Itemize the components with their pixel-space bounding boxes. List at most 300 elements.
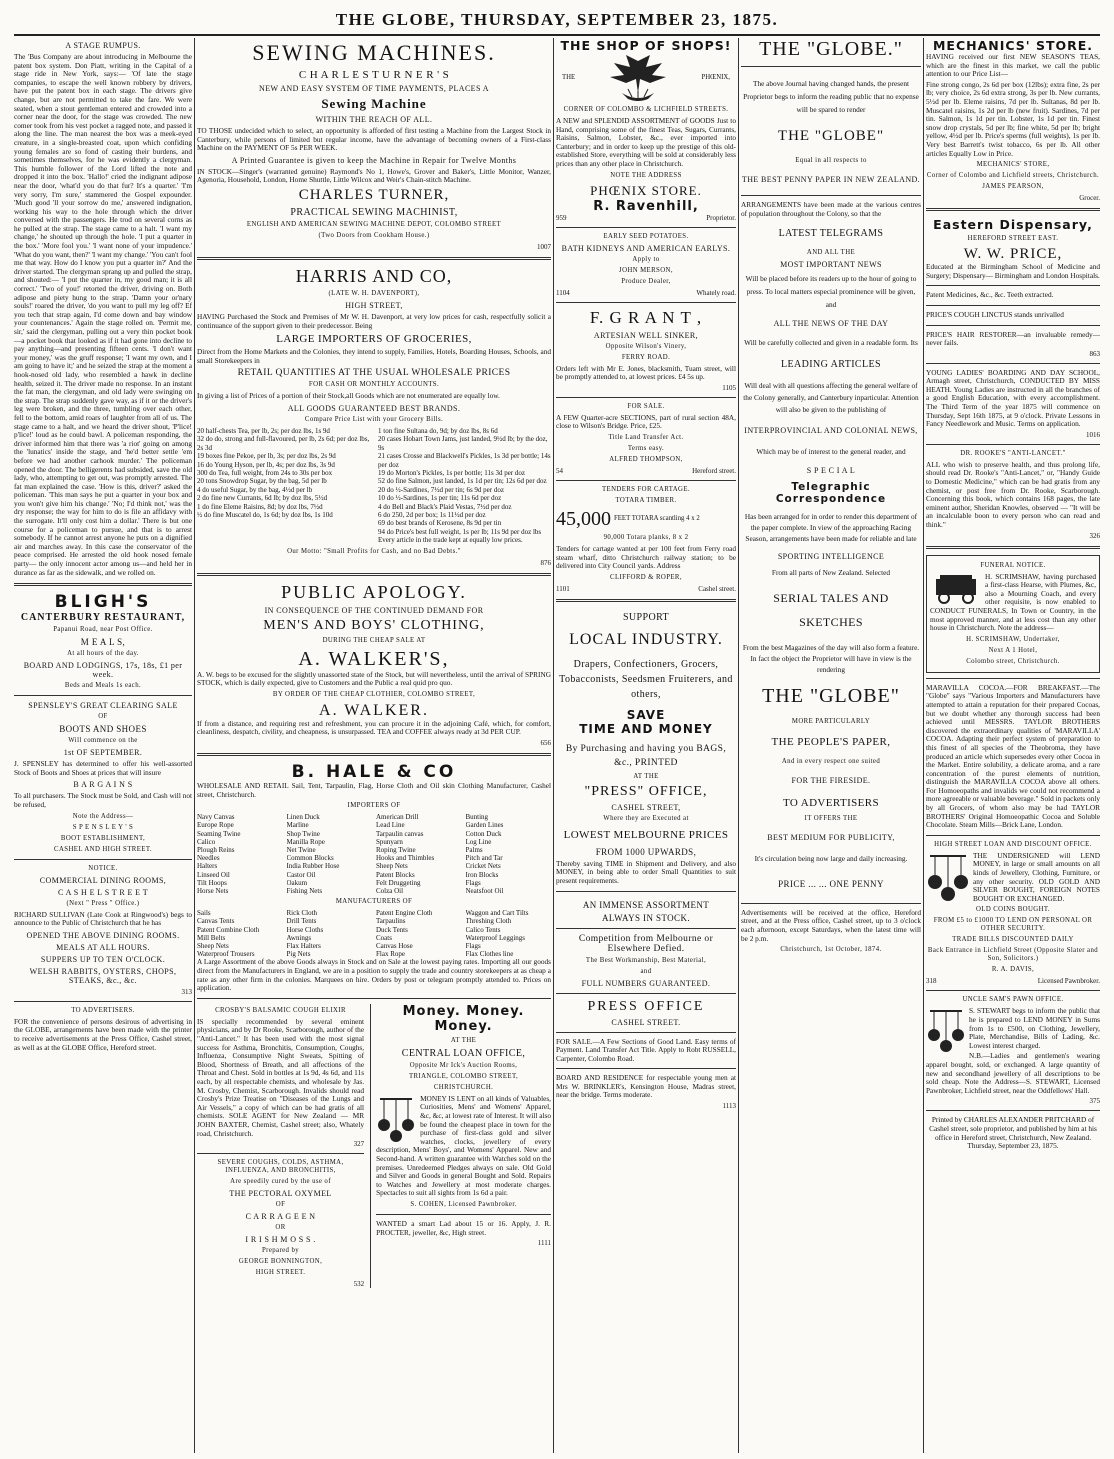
merson: JOHN MERSON, [619,266,673,274]
ad-number: 1113 [722,1102,736,1111]
list-item: Spunyarn [376,837,403,846]
drapers: Drapers, Confectioners, Grocers, Tobacconists, Seedsmen Fruiterers, and others, [559,658,733,700]
divider [556,928,736,929]
eastern: Eastern Dispensary, [933,217,1093,233]
meals: M E A L S, [80,637,126,648]
list-item: Flax Clothes line [465,950,514,959]
fireside: FOR THE FIRESIDE. [791,775,871,785]
grant-text: Orders left with Mr E. Jones, blacksmith, Tuam street, will be promptly attended to, at lowest prices. £4 5s up. [556,363,736,382]
bottom-ads [197,1004,551,1288]
divider [741,195,921,196]
bargains: B A R G A I N S [73,780,133,790]
triangle: TRIANGLE, COLOMBO STREET, [408,1072,519,1080]
interprovincial: INTERPROVINCIAL AND COLONIAL NEWS, [744,426,918,436]
giving: In giving a list of Prices of a portion of their Stock,all Goods which are not enumerated are equally low. [197,391,500,401]
divider [14,1001,192,1002]
divider [14,583,192,586]
artesian: ARTESIAN WELL SINKER, [593,330,699,340]
date: Christchurch, 1st October, 1874. [780,946,882,954]
pawnbroker-balls-icon [926,1007,966,1053]
pectoral: THE PECTORAL OXYMEL [229,1189,332,1199]
divider [926,305,1100,306]
early-seed: EARLY SEED POTATOES. [603,232,689,240]
mech-prices: Fine strong congo, 2s 6d per box (12lbs); extra fine, 2s per lb; very choice, 2s 6d extra strong, 3s per lb. New currants, 5½d per lb. Eleme raisins, 7d per lb. Sultanas, 8d per lb. Muscatel raisins, 1s 2d per lb (new fruit). Sardines, 7d per tin. Salmon, 1s 1d per tin. Lobster, 1s 1d per tin. Finest snow drop crystals, 5d per lb; fine white, 5d per lb; bright yellow, 4½d per lb. Price's sperms (full weights), 1s per lb. Very best Barrett's twist tobacco, 6s per lb. All other articles Equally Low in Price. [926,79,1100,158]
list-item: Bunting [465,813,489,822]
maravilla-text: MARAVILLA COCOA.—FOR BREAKFAST.—The "Globe" says "Various Importers and Manufacturers have attempted to attain a reputation for their prepared Cocoas, but we doubt whether any thorough success had been achieved until MESSRS. TAYLOR BROTHERS discovered the extraordinary qualities of 'MARAVILLA' COCOA. Adapting their perfect system of preparation to this finest of all species of the Theobroma, they have produced an article which supersedes every other Cocoa in the Market. Entire solubility, a delicate aroma, and a rare concentration of the purest elements of nutrition, distinguish the MARAVILLA COCOA above all others. For Homoeopaths and invalids we could not recommend a more agreeable or valuable beverage." Sold in packets only by all Grocers, of whom also may be had TAYLOR BROTHERS' Original Homoeopathic Cocoa and Soluble Chocolate. Steam Mills—Brick Lane, London. [926,682,1100,830]
and-all: AND ALL THE [806,249,856,257]
column-2 [197,38,551,1453]
price-item: 16 do Young Hyson, per lb, 4s; per doz lbs, 3s 9d [197,460,335,469]
rooke-text: ALL who wish to preserve health, and thus prolong life, should read Dr. Rooke's "Anti-Lancet," or, "Handy Guide to Domestic Medicine," which can be had gratis from any chemist, or post free from Dr. Rooke, Scarborough. Concerning this book, which contains 168 pages, the late eminent author, Sheridan Knowles, observed — "It will be an incalculable boon to every person who can read and think." [926,459,1100,529]
masthead-rule [14,34,1100,36]
purchasing: By Purchasing and having you BAGS, &c., PRINTED [565,743,727,768]
important: MOST IMPORTANT NEWS [780,260,882,270]
retail: RETAIL QUANTITIES AT THE USUAL WHOLESALE PRICES [237,368,511,379]
loan-office: CENTRAL LOAN OFFICE, [401,1047,526,1059]
list-item: Flax Rope [376,950,405,959]
column-4 [741,38,921,1453]
totara-feet: FEET TOTARA scantling 4 x 2 [614,515,700,523]
apology-title: PUBLIC APOLOGY. [281,581,467,602]
cashel-street: CASHEL STREET. [611,1017,681,1027]
meals-all: MEALS AT ALL HOURS. [56,942,150,952]
scrimshaw-text: H. SCRIMSHAW, having purchased a first-class Hearse, with Plumes, &c, also a Mourning Coach, and every other requisite, is now enabled to CONDUCT FUNERALS, In Town or Country, in the most approved manner, and at less cost than any other house in Christchurch. Note the address— [930,571,1096,633]
list-item: Pig Nets [286,950,311,959]
from-all: From all parts of New Zealand. Selected [771,568,891,578]
from: FROM 1000 UPWARDS, [595,846,697,857]
list-item: Waggon and Cart Tilts [465,909,529,918]
list-item: Cotton Duck [465,829,502,838]
time-money: TIME AND MONEY [579,721,713,736]
price-text: Educated at the Birmingham School of Medicine and Surgery; Dispensary— Birmingham and London Hospitals. [926,262,1100,280]
list-item: American Drill [376,813,419,822]
hereford: Hereford street. [692,466,736,475]
price-list-right [378,427,551,545]
manufacturers-of: MANUFACTURERS OF [335,898,413,906]
loan-ad [370,1004,551,1288]
divider [14,859,192,860]
divider [376,1214,551,1215]
divider [926,546,1100,549]
list-item: Flags [465,878,481,887]
price-item: 20 do ½-Sardines, 7½d per tin; 6s 9d per doz [378,485,504,494]
circulation: It's circulation being now large and daily increasing. [754,853,908,863]
mech-title: MECHANICS' STORE. [932,38,1094,53]
ad-number: 326 [1089,531,1100,540]
telegraphic: Telegraphic Correspondence [775,481,887,506]
list-item: Castor Oil [286,870,316,879]
list-item: Tarpaulin canvas [376,829,424,838]
restorer: PRICE'S HAIR RESTORER—an invaluable remedy—never fails. [926,329,1100,348]
where: Where they are Executed at [603,814,689,822]
thompson: ALFRED THOMPSON, [609,455,683,463]
immense: AN IMMENSE ASSORTMENT [582,899,710,910]
list-item: Waterproof Trousers [197,950,255,959]
suppers: SUPPERS UP TO TEN O'CLOCK. [40,954,166,964]
column-divider [194,38,195,1453]
deal: Will deal with all questions affecting the general welfare of the Colony generally, and Canterbury inparticular. Attention will also be given to the publishing of [743,381,919,415]
price-item: 19 boxes fine Pekoe, per lb, 3s; per doz lbs, 2s 9d [197,452,336,461]
instock: IN STOCK—Singer's (warranted genuine) Raymond's No 1, Howe's, Grover and Baker's, Little Monitor, Wanzer, Agenoria, Household, London, Home Shuttle, Little Wilcox and Weir's Chain-stitch Machine. [197,166,551,185]
list-item: Seaming Twine [197,829,241,838]
at-the: AT THE [633,772,659,780]
money-text: MONEY IS LENT on all kinds of Valuables, Curiosities, Mens' and Womens' Apparel, &c, &c, at lowest rate of Interest. It will also be found the cheapest place in town for the purchase of first-class gold and silver watches, clocks, jewellery of every description, Mens' Boys', and Womens' Apparel. New and Second-hand. A written guarantee with Watches sold on the premises. Unredeemed Pledges always on sale. Old Gold and Silver and Goods in general Bought and Sold. Repairs to Watches and Jewellery at most moderate charges. Spectacles to suit all sights from 1s 6d a pair. [376,1093,551,1198]
motto: Our Motto: "Small Profits for Cash, and no Bad Debts." [287,547,461,555]
placed: Will be placed before its readers up to the hour of going to press. To local matters especial prominence will be given, and [745,274,917,310]
list-item: Europe Rope [197,821,234,830]
or: OR [275,1224,286,1232]
peoples: THE PEOPLE'S PAPER, [771,735,891,748]
magazines: From the best Magazines of the day will also form a feature. In fact the object the Proprietor will have in view is the rendering [742,642,920,674]
guarantee: A Printed Guarantee is given to keep the Machine in Repair for Twelve Months [231,155,517,165]
blighs-addr: Papanui Road, near Post Office. [53,626,153,634]
divider [926,208,1100,211]
mech-store: MECHANICS' STORE, [976,161,1050,169]
walker-text: A. W. begs to be excused for the slightly unassorted state of the Stock, but will nevertheless, until the arrival of SPRING STOCK, which is daily expected, give to Customers and the Public a real quid pro quo. [197,669,551,688]
harris-high: HIGH STREET, [345,300,403,310]
prepared: Prepared by [262,1247,300,1255]
phoenix: PHŒNIX, [701,74,730,81]
thereby: Thereby saving TIME in Shipment and Delivery, and also MONEY, in being able to order Small Quantities to suit present requirements. [556,858,736,885]
cohen: S. COHEN, Licensed Pawnbroker. [410,1200,517,1208]
collected: Will be carefully collected and given in a readable form. Its [744,338,918,348]
turner-name: C H A R L E S T U R N E R ' S [298,69,450,81]
sporting: SPORTING INTELLIGENCE [777,552,885,562]
mens: MEN'S AND BOYS' CLOTHING, [263,617,485,633]
wanted-text: WANTED a smart Lad about 15 or 16. Apply, J. R. PROCTER, jeweller, &c, High street. [376,1218,551,1237]
hale-list-importers [197,813,551,895]
merson-footer [556,289,736,297]
list-item: Calico Tents [465,925,501,934]
ferry: FERRY ROAD. [621,353,671,361]
column-divider [738,38,739,1453]
list-item: Rick Cloth [286,909,318,918]
pearson: JAMES PEARSON, [982,183,1044,191]
list-item: Sheep Nets [197,942,229,951]
list-item: Felt Druggeting [376,878,421,887]
turner-new: NEW AND EASY SYSTEM OF TIME PAYMENTS, PLACES A [259,84,489,93]
ad-number: 863 [1089,349,1100,358]
hale-text: WHOLESALE AND RETAIL Sail, Tent, Tarpaulin, Flag, Horse Cloth and Oil skin Clothing Manufacturer, Cashel street, Christchurch. [197,781,551,799]
ad-number: 1101 [556,584,570,593]
and: and [640,967,652,975]
spensley-text: J. SPENSLEY has determined to offer his well-assorted Stock of Boots and Shoes at prices that will insure [14,759,192,777]
rooke: DR. ROOKE'S "ANTI-LANCET." [960,449,1066,457]
spensley-text2: To all purchasers. The Stock must be Sold, and Cash will not be refused, [14,791,192,809]
price-item: 4 do useful Sugar, by the bag, 4½d per lb [197,485,313,494]
divider [14,695,192,696]
colombo: Colombo street, Christchurch. [966,657,1060,665]
patent: Patent Medicines, &c., &c. Teeth extracted. [926,290,1054,300]
list-item: Roping Twine [376,846,416,854]
list-item: Duck Tents [376,925,408,934]
stewart-text: S. STEWART begs to inform the public that he is prepared to LEND MONEY in Sums from 1s to £500, on Clothing, Jewellery, Plate, Merchandise, Bills of Lading, &c. Lowest interest charged. [969,1006,1100,1050]
hearse-icon [930,573,982,605]
to-adv: TO ADVERTISERS [782,796,880,809]
best: THE BEST PENNY PAPER IN NEW ZEALAND. [741,175,921,184]
hale-title: B. HALE & CO [291,762,457,782]
price-item: ½ do fine Muscatel do, 1s 6d; by doz lbs, 1s 10d [197,511,333,519]
mech-text: HAVING received our first NEW SEASON'S TEAS, which are the finest in this market, we call the public attention to our Price List— [926,52,1100,79]
divider [197,753,551,756]
spensley-of: OF [98,713,108,721]
list-item: Linseed Oil [197,870,230,879]
phoenix-bird-icon [608,53,668,103]
grocer: Grocer. [1079,194,1100,203]
doors: (Two Doors from Cookham House.) [318,231,430,239]
practical: PRACTICAL SEWING MACHINIST, [290,206,458,218]
crosby-ad [197,1004,364,1288]
list-item: Shop Twine [286,829,320,838]
special: S P E C I A L [806,466,856,476]
ad-number: 1105 [722,383,736,392]
divider [556,1068,736,1069]
column-3 [556,38,736,1453]
save: SAVE [626,707,666,722]
board-text: BOARD AND RESIDENCE for respectable young men at Mrs W. BRINKLER's, Kensington House, Madras street, near the bridge. Terms moderate. [556,1073,736,1100]
clifford-footer [556,585,736,593]
price-list [197,427,551,545]
list-item: Colza Oil [376,887,404,896]
divider [556,302,736,303]
local: LOCAL INDUSTRY. [569,630,723,648]
oldcoins: OLD COINS BOUGHT. [975,906,1051,914]
ravenhill-footer [556,214,736,222]
price-item: 10 do ½-Sardines, 1s per tin; 11s 6d per doz [378,494,502,503]
bonnington: GEORGE BONNINGTON, [238,1258,323,1266]
ad-number: 1104 [556,288,570,297]
price-name: W. W. PRICE, [963,246,1063,263]
high-street: HIGH STREET. [255,1269,306,1277]
sections-text: FOR SALE.—A Few Sections of Good Land. Easy terms of Payment. Land Transfer Act Title. Apply to Robt RUSSELL, Carpenter, Colombo Road. [556,1036,736,1063]
ladies-text: YOUNG LADIES' BOARDING AND DAY SCHOOL, Armagh street, Christchurch, CONDUCTED BY MISS HEATH. Young Ladies are instructed in all the branches of a good English Education, with every accomplishment. The Third Term of the year 1875 will commence on Thursday, Sept 16th 1875, at 9 o'clock. Private Lessons in Fancy Needlework and Music. Terms on application. [926,367,1100,429]
column-divider [923,38,924,1453]
list-item: Neatsfoot Oil [465,887,504,896]
offers: IT OFFERS THE [804,814,858,822]
tenders: TENDERS FOR CARTAGE. [601,485,691,493]
spensley-items: BOOTS AND SHOES [59,724,147,735]
importers-of: IMPORTERS OF [347,802,401,810]
list-item: Tarpaulins [376,917,406,926]
price-item: 19 do Morton's Pickles, 1s per bottle; 11s 3d per doz [378,468,526,477]
list-item: Patent Engine Cloth [376,909,433,918]
list-item: Garden Lines [465,821,504,830]
list-item: Common Blocks [286,854,334,863]
arranged: Has been arranged for in order to render this department of the paper complete. In view of the approaching Racing Season, arrangements have been made for reliable and late [744,512,918,544]
linctus: PRICE'S COUGH LINCTUS stands unrivalled [926,309,1064,319]
charles: CHARLES TURNER, [298,186,450,203]
full-numbers: FULL NUMBERS GUARANTEED. [581,978,711,988]
harris-late: (LATE W. H. DAVENPORT), [328,289,420,297]
terms-easy: Terms easy. [627,444,665,452]
pawnbroker-balls-icon [376,1095,416,1143]
spensley-note: Note the Address— [72,812,134,820]
spensley-title: SPENSLEY'S GREAT CLEARING SALE [28,701,178,711]
walker-text2: If from a distance, and requiring rest and refreshment, you can procure it in the adjoining Café, which, for comfort, cleanliness, despatch, civility, and cheapness, is unsurpassed. TEA and COFFEE always ready at 3d PER CUP. [197,718,551,737]
list-item: Lead Line [376,821,405,830]
price-item: 21 cases Crosse and Blackwell's Pickles, 1s 3d per bottle; 14s per doz [378,452,551,469]
divider [197,1153,364,1154]
rumpus-text: The 'Bus Company are about introducing in Melbourne the patent box system. Don Piatt, writing in the Capital of a stage ride in New York, says:— 'Of late the stage companies, to escape the well known robbery by drivers, have put the patent box in each stage. The drivers give change, but are not permitted to take the fare. We were seated, when a stout gentleman entered and crowded into a corner near the door, for the stage was crowded. The new comer took from his vest pocket a ragged note, and passed it along the line. The man nearest the box was a meek-eyed creature, in a single-breasted coat, upon which confiding young females are so fond of casting their burdens, and sometimes themselves, for he was evidently a clergyman. This humble follower of the Lord lifted the note and dropped it into the box. 'Hallo!' cried the indignant adipose near the door, 'what'd you do that fur? It's a quarter.' 'I'm very sorry, I'm sure,' stammered the Gospel expounder. 'Much good 'll your sorrow do me,' answered indignation, working his way to the hole through which the driver conversed with the passengers. He trod on several corns as he pulled at the strap. The stage came to a halt. 'I want my change,' he shouted up through the hole. 'I put a quarter in the box.' 'More fool you.' 'I want none of your impudence.' 'What do you want, then?' 'I want my change.' 'You can't fool me that way. How do I know you put a quarter in?' And the driver started. The clergyman sprang up and pulled the strap, and shouted:— 'I put the quarter in, my good man; it is all correct.' 'Two of you!' retorted the driver, driving on. Both adipose and piety hung to the strap. 'Damn your or'nary souls!' roared the driver, 'do you want to pull my leg off? Ef you tech that strap again, I'd come down and bay window your countenances.' Again the stage rolled on. 'Permit me, sir,' said the clergyman, pulling out a very thin pocket book—a pocket book that looked as if it had gone into decline to pay anything—and presenting fifteen cents. 'I don't want your money,' was the gruff response; 'I want my own, and I am going to have it;' and he seized the strap at the moment a hook-nosed old lady, who resembled a hawk in decline health, seized it. The driver made no response. In an instant the fat man, the clergyman, and old lady were swinging on the strap. The strap suddenly gave way, as if it or the driver's leg were broken, and the three, tumbling over each other, fell to the bottom, amid roars of laughter from all of us. The stage came to a halt, and we heard the driver shout, 'P'lice! p'lice!' loud as he could bawl. A policeman responding, the driver informed him that there was 'a riot' going on among the 'lunatics' inside the stage, and 'he'd better settle 'em before we had another carhook murder.' The policeman opened the door. The belligerents had subsided, save the old lady, who, attempting to get out, was promptly arrested. The fat man explained the case. 'How is this, driver?' asked the policeman. 'This man says he put a quarter in your box and you won't give him his change.' 'No; I'd think not,' was the dry response; the way for him to do is file an affidavy with the surrogate. It'll only cost him a dollar.' There is but one course for a policeman to pursue, and that is to arrest somebody. If he cannot arrest anyone he puts on a dignified air and marches away. In this case the conservator of the peace comprised. He arrested the old hook nosed female party— the only innocent actor among us—and held her in durance as far as the sidewalk, and we rolled on. [14,52,192,577]
grant: F. G R A N T , [589,307,703,327]
list-item: Tilt Hoops [197,878,227,887]
sullivan-text: RICHARD SULLIVAN (Late Cook at Ringwood's) begs to announce to the Public of Christchurch that he has [14,909,192,928]
the-globe2: THE "GLOBE" [762,684,900,707]
press-office: (Next " Press " Office.) [66,899,140,907]
totara-text: Tenders for cartage wanted at per 100 feet from Ferry road steam wharf, ditto Christchurch railway station; to be delivered into City Council yards. Address [556,543,736,571]
divider [926,678,1100,679]
byorder: BY ORDER OF THE CHEAP CLOTHIER, COLOMBO STREET, [272,690,476,698]
list-item: Drill Tents [286,917,317,926]
blighs-sub: CANTERBURY RESTAURANT, [20,612,186,624]
list-item: Waterproof Leggings [465,933,525,942]
phoenix-text: A NEW and SPLENDID ASSORTMENT of GOODS Just to Hand, comprising some of the finest Teas, Sugars, Currants, Raisins, Salmon, Lobster, &c., ever imported into Canterbury; and in order to keep up the prestige of this old-established Store, everything will be sold at considerably less prices than any other place in Christchurch. [556,116,736,168]
harris-text: HAVING Purchased the Stock and Premises of Mr W. H. Davenport, at very low prices for cash, respectfully solicit a continuance of the support given to their predecessor. Being [197,311,551,330]
commercial: COMMERCIAL DINING ROOMS, [39,875,167,885]
notice: NOTICE. [88,864,118,872]
competition: Competition from Melbourne or Elsewhere Defied. [578,933,714,954]
price-item: 20 cases Hobart Town Jams, just landed, 9½d lb; by the doz, 9s [378,435,548,452]
divider [926,990,1100,991]
always: ALWAYS IN STOCK. [602,912,690,923]
money-title: Money. Money. Money. [402,1003,525,1034]
price-item: 1 do fine Eleme Raisins, 8d; by doz lbs, 7½d [197,502,323,511]
list-item: Flags [465,942,481,951]
equal: Equal in all respects to [795,157,867,164]
welsh: WELSH RABBITS, OYSTERS, CHOPS, STEAKS, &c., &c. [29,966,177,985]
davis-footer [926,977,1100,985]
totara-planks: 90,000 Totara planks, 8 x 2 [603,533,689,541]
meals-hours: At all hours of the day. [67,650,139,658]
list-item: Awnings [286,933,312,942]
column-divider [553,38,554,1453]
divider [741,903,921,904]
crosby-title: CROSBY'S BALSAMIC COUGH ELIXIR [215,1006,346,1014]
mech-addr: Corner of Colombo and Lichfield streets, Christchurch. [926,172,1100,180]
licensed: Licensed Pawnbroker. [1037,977,1100,986]
thompson-footer [556,467,736,475]
list-item: Plough Reins [197,846,235,854]
interest: Which may be of interest to the general reader, and [756,447,906,457]
walker2: A. WALKER. [319,701,429,719]
list-item: Horse Cloths [286,925,324,934]
list-item: Halters [197,862,218,871]
spensley-commence: Will commence on the [68,737,138,745]
list-item: Log Line [465,837,492,846]
compare: Compare Price List with your Grocery Bills. [304,415,444,423]
back: Back Entrance in Lichfield Street (Opposite Slater and Son, Solicitors.) [927,947,1099,963]
next: Next A 1 Hotel, [988,646,1038,654]
leading: LEADING ARTICLES [781,359,881,371]
list-item: Horse Nets [197,887,229,896]
phoenix-header [556,53,736,103]
ad-number: 327 [353,1140,365,1149]
masthead: THE GLOBE, THURSDAY, SEPTEMBER 23, 1875. [335,10,779,29]
divider [556,480,736,481]
telegrams: LATEST TELEGRAMS [778,228,884,240]
walker: A. WALKER'S, [298,647,450,670]
price-item: 52 do fine Salmon, just landed, 1s 1d per tin; 12s 6d per doz [378,477,547,486]
divider [197,998,551,999]
list-item: Palms [465,846,483,854]
beds: Beds and Meals 1s each. [64,682,142,690]
ad-number: 876 [540,558,551,567]
list-item: Oakum [286,878,308,887]
list-item: Patent Combine Cloth [197,925,260,934]
davis: R. A. DAVIS, [991,966,1035,974]
sewing-title: SEWING MACHINES. [252,40,496,65]
apply: Apply to [632,255,660,263]
totara-row [556,508,736,531]
ad-number: 656 [540,739,551,747]
funeral: FUNERAL NOTICE. [980,561,1046,569]
corner: CORNER OF COLOMBO & LICHFIELD STREETS. [563,106,729,113]
divider [926,444,1100,445]
whately: Whately road. [696,288,736,297]
list-item: Sheep Nets [376,862,408,871]
price-item: 20 tons Snowdrop Sugar, by the bag, 5d per lb [197,477,327,486]
divider [926,363,1100,364]
rumpus-title: A STAGE RUMPUS. [65,41,141,50]
list-item: Hooks and Thimbles [376,854,435,863]
opposite: Opposite Mr Ick's Auction Rooms, [409,1061,518,1069]
vinery: Opposite Wilson's Vinery, [605,342,687,350]
received: Advertisements will be received at the office, Hereford street, and at the Press office, Cashel street, up to 3 o'clock each afternoon, except Saturdays, when the latest time will be 2 p.m. [741,907,921,943]
forsale-text: A FEW Quarter-acre SECTIONS, part of rural section 48A, close to Wilson's Bridge. Price, £25. [556,412,736,431]
shop-title: THE SHOP OF SHOPS! [560,38,732,53]
divider [926,285,1100,286]
list-item: Manilla Rope [286,837,325,846]
clifford: CLIFFORD & ROPER, [610,573,682,581]
spensley-est: S P E N S L E Y ' S [72,823,134,831]
ad-number: 318 [926,977,937,986]
the: THE [562,74,576,81]
divider [197,257,551,260]
list-item: Fishing Nets [286,887,323,896]
divider [741,66,921,67]
list-item: Iron Blocks [465,870,499,879]
all-news: ALL THE NEWS OF THE DAY [773,319,889,329]
press: "PRESS" OFFICE, [584,783,708,799]
list-item: Flax Halters [286,942,321,951]
list-item: Net Twine [286,846,316,854]
board: BOARD AND LODGINGS, 17s, 18s, £1 per week. [23,661,183,680]
from5: FROM £5 to £1000 TO LEND ON PERSONAL OR OTHER SECURITY. [933,917,1093,933]
hale-list-manufacturers [197,909,551,958]
highst: HIGH STREET LOAN AND DISCOUNT OFFICE. [934,840,1092,848]
irish: I R I S H M O S S . [245,1235,316,1245]
price-item: 300 do Tea, full weight, from 24s to 30s per box [197,468,333,477]
list-item: Threshing Cloth [465,917,512,926]
crosby-text: IS specially recommended by several eminent physicians, and by Dr Rooke, Scarborough, author of the "Anti-Lancet." It has been used with the most signal success for Asthma, Bronchitis, Consumption, Coughs, Influenza, Consumptive Night Sweats, Spitting of Blood, Shortness of Breath, and all affections of the Throat and Chest. Sold in bottles at 1s 9d, 4s 6d, and 11s each, by all respectable chemists, and wholesale by Jas. M. Crosby, Chemist, Scarborough. Invalids should read Crosby's Prize Treatise on "Diseases of the Lungs and Air Vessels," a copy of which can be had gratis of all chemists. SOLE AGENT for New Zealand — MR JOHN BAXTER, Chemist, Cashel street; also, Whately road, Christchurch. [197,1016,365,1138]
price-item: 94 do Price's best full weight, 1s per lb; 11s 9d per doz lbs [378,527,542,536]
divider [556,891,736,892]
above: The above Journal having changed hands, the present Proprietor begs to inform the reading public that no expense will be spared to render [743,79,919,114]
serial: SERIAL TALES AND SKETCHES [773,590,889,629]
price-item: 20 half-chests Tea, per lb, 2s; per doz lbs, 1s 9d [197,426,330,435]
harris-title: HARRIS AND CO, [295,265,453,286]
list-item: Marline [286,821,309,830]
direct: Direct from the Home Markets and the Colonies, they intend to supply, Families, Hotels, Boarding Houses, Schools, and small Storekeepers in [197,347,551,365]
more: MORE PARTICULARLY [791,717,871,725]
forsale: FOR SALE. [627,402,665,410]
list-item: Needles [197,854,220,863]
pawnbroker-balls-icon [926,852,970,902]
hale-text2: A Large Assortment of the above Goods always in Stock and on Sale at the lowest paying rates. Importing all our goods direct from the Manufacturers in England, we are in a position to supply the trade and country storekeepers at as cheap a rate as any other firm in the colonies. Marquees on hire. Orders by post or telegram promptly attended to. Prices on application. [197,957,551,993]
price-item: 69 do best brands of Kerosene, 8s 9d per tin [378,519,502,528]
severe: SEVERE COUGHS, COLDS, ASTHMA, INFLUENZA, AND BRONCHITIS, [217,1159,344,1175]
list-item: Coats [376,933,392,942]
